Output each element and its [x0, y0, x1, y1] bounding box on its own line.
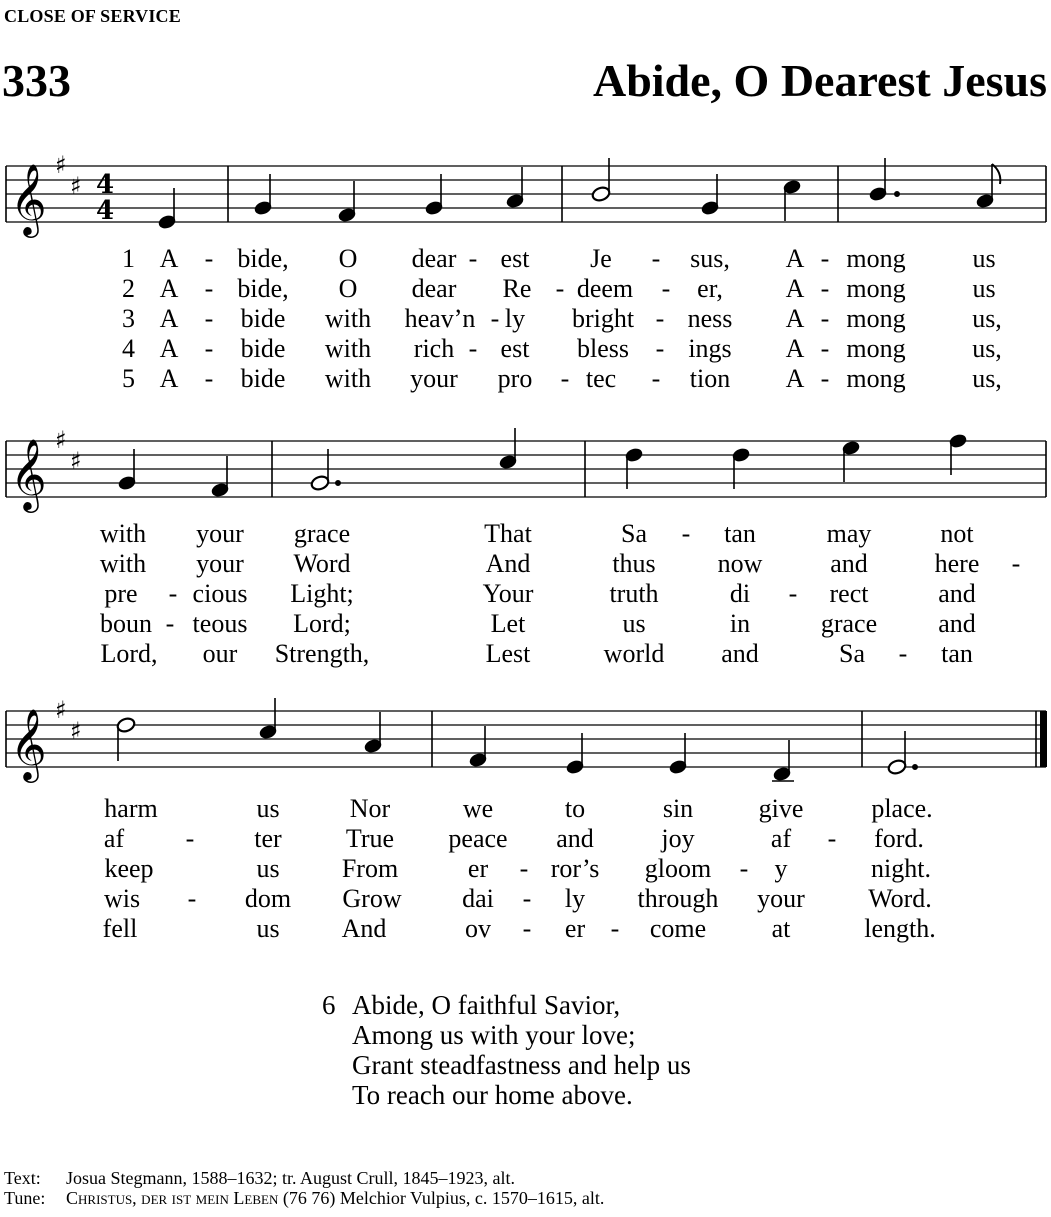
lyric-syllable: bide,: [237, 274, 289, 303]
lyric-syllable: us,: [972, 304, 1002, 333]
lyric-syllable: pro: [497, 364, 533, 393]
time-signature: 4: [96, 170, 115, 200]
verse-number: 4: [122, 334, 135, 363]
lyric-syllable: True: [345, 824, 395, 853]
lyric-syllable: tan: [724, 519, 756, 548]
lyric-syllable: us,: [972, 334, 1002, 363]
lyric-syllable: est: [500, 244, 530, 273]
lyric-syllable: -: [827, 824, 837, 853]
section-label: CLOSE OF SERVICE: [4, 6, 181, 26]
lyric-syllable: gloom: [644, 854, 712, 883]
lyric-syllable: sus,: [690, 244, 730, 273]
lyric-syllable: rect: [829, 579, 869, 608]
lyric-syllable: and: [938, 609, 976, 638]
lyric-syllable: From: [341, 854, 399, 883]
sharp-icon: ♯: [70, 172, 82, 200]
lyric-syllable: harm: [104, 794, 158, 823]
lyric-syllable: -: [820, 274, 830, 303]
lyric-syllable: -: [898, 639, 908, 668]
lyric-syllable: bless: [577, 334, 629, 363]
lyric-syllable: come: [649, 914, 707, 943]
sharp-icon: ♯: [55, 151, 67, 179]
lyric-syllable: heav’n: [404, 304, 476, 333]
lyric-syllable: wis: [103, 884, 141, 913]
lyric-syllable: -: [468, 334, 478, 363]
lyric-syllable: A: [159, 274, 179, 303]
lyric-syllable: tec: [585, 364, 617, 393]
lyric-syllable: -: [739, 854, 749, 883]
lyric-syllable: -: [820, 244, 830, 273]
lyric-syllable: your: [757, 884, 805, 913]
lyric-syllable: Sa: [621, 519, 647, 548]
hymn-number: 333: [2, 55, 71, 106]
time-signature: 4: [96, 196, 115, 226]
lyric-syllable: us: [256, 794, 280, 823]
treble-clef-icon: 𝄞: [10, 437, 47, 510]
lyric-syllable: your: [410, 364, 458, 393]
lyric-syllable: cious: [192, 579, 248, 608]
lyric-syllable: mong: [846, 274, 906, 303]
lyric-syllable: tan: [941, 639, 973, 668]
verse-number: 3: [122, 304, 135, 333]
lyric-syllable: -: [168, 579, 178, 608]
lyric-syllable: Word.: [868, 884, 932, 913]
lyric-syllable: dai: [462, 884, 494, 913]
stanza-line: Grant steadfastness and help us: [352, 1050, 691, 1080]
lyric-syllable: bide,: [237, 244, 289, 273]
lyric-syllable: -: [522, 914, 532, 943]
lyric-syllable: Je: [590, 244, 612, 273]
lyric-syllable: er: [564, 914, 586, 943]
lyric-syllable: -: [651, 364, 661, 393]
lyric-syllable: Sa: [839, 639, 865, 668]
lyric-syllable: And: [341, 914, 387, 943]
lyric-syllable: -: [661, 274, 671, 303]
stanza-6: [322, 990, 691, 1110]
lyric-syllable: That: [484, 519, 532, 548]
lyric-syllable: est: [500, 334, 530, 363]
lyric-syllable: ford.: [874, 824, 924, 853]
lyric-syllable: bide: [240, 334, 286, 363]
stanza-line: Abide, O faithful Savior,: [352, 990, 621, 1020]
lyric-syllable: bide: [240, 304, 286, 333]
lyric-syllable: -: [490, 304, 500, 333]
lyric-syllable: us: [622, 609, 646, 638]
lyric-syllable: us,: [972, 364, 1002, 393]
tune-credit-rest: (76 76) Melchior Vulpius, c. 1570–1615, alt.: [278, 1188, 605, 1208]
lyric-syllable: y: [774, 854, 788, 883]
tune-credit: [4, 1188, 604, 1208]
lyric-syllable: in: [729, 609, 751, 638]
lyric-syllable: thus: [612, 549, 656, 578]
lyric-syllable: mong: [846, 244, 906, 273]
lyric-syllable: tion: [689, 364, 731, 393]
sharp-icon: ♯: [55, 696, 67, 724]
text-credit: [4, 1168, 604, 1188]
hymn-title: Abide, O Dearest Jesus: [592, 55, 1047, 106]
lyric-syllable: us: [256, 854, 280, 883]
lyric-syllable: length.: [864, 914, 936, 943]
lyric-syllable: -: [468, 244, 478, 273]
lyric-syllable: -: [519, 854, 529, 883]
lyric-syllable: with: [324, 334, 372, 363]
lyric-syllable: night.: [871, 854, 931, 883]
lyric-syllable: may: [826, 519, 872, 548]
lyric-syllable: A: [159, 334, 179, 363]
lyric-syllable: -: [610, 914, 620, 943]
lyric-syllable: -: [522, 884, 532, 913]
lyric-syllable: A: [159, 304, 179, 333]
staff-system-3: [0, 685, 1051, 795]
lyric-syllable: -: [204, 244, 214, 273]
lyric-syllable: here: [934, 549, 980, 578]
lyric-syllable: -: [651, 244, 661, 273]
verse-number: 2: [122, 274, 135, 303]
lyric-syllable: af: [103, 824, 125, 853]
lyric-syllable: joy: [661, 824, 695, 853]
sharp-icon: ♯: [70, 717, 82, 745]
lyric-syllable: peace: [448, 824, 508, 853]
lyric-syllable: to: [564, 794, 586, 823]
lyric-syllable: A: [159, 364, 179, 393]
text-credit-label: Text:: [4, 1168, 41, 1188]
stanza-line: Among us with your love;: [352, 1020, 636, 1050]
lyric-syllable: -: [655, 334, 665, 363]
lyric-syllable: your: [196, 519, 244, 548]
lyric-syllable: at: [771, 914, 791, 943]
lyric-syllable: place.: [871, 794, 933, 823]
lyric-syllable: fell: [102, 914, 138, 943]
lyric-syllable: O: [338, 274, 358, 303]
lyric-syllable: -: [820, 304, 830, 333]
lyric-syllable: ter: [254, 824, 282, 853]
lyric-syllable: Lord;: [293, 609, 351, 638]
lyric-syllable: -: [655, 304, 665, 333]
lyric-syllable: Let: [490, 609, 526, 638]
lyric-syllable: pre: [104, 579, 138, 608]
lyric-syllable: dear: [411, 244, 457, 273]
lyric-syllable: -: [204, 334, 214, 363]
lyric-syllable: di: [729, 579, 751, 608]
lyric-syllable: O: [338, 244, 358, 273]
lyric-syllable: grace: [293, 519, 351, 548]
lyric-syllable: teous: [192, 609, 248, 638]
lyric-syllable: and: [938, 579, 976, 608]
lyric-syllable: us: [972, 274, 996, 303]
stanza-line: To reach our home above.: [352, 1080, 633, 1110]
lyric-syllable: with: [324, 304, 372, 333]
lyric-syllable: er,: [697, 274, 723, 303]
lyric-syllable: boun: [100, 609, 152, 638]
lyric-syllable: -: [820, 334, 830, 363]
lyric-syllable: A: [785, 304, 805, 333]
lyric-syllable: And: [485, 549, 531, 578]
lyric-syllable: -: [560, 364, 570, 393]
lyric-syllable: -: [187, 884, 197, 913]
lyric-syllable: dear: [411, 274, 457, 303]
lyric-syllable: dom: [244, 884, 292, 913]
lyric-syllable: truth: [609, 579, 659, 608]
lyric-syllable: Re: [502, 274, 532, 303]
lyric-syllable: -: [788, 579, 798, 608]
tune-name: Christus, der ist mein Leben: [66, 1188, 279, 1208]
lyric-syllable: -: [820, 364, 830, 393]
lyric-syllable: -: [204, 274, 214, 303]
lyric-syllable: Word: [293, 549, 351, 578]
lyric-syllable: -: [185, 824, 195, 853]
lyric-syllable: keep: [104, 854, 154, 883]
lyric-syllable: rich: [413, 334, 455, 363]
lyric-syllable: ness: [687, 304, 733, 333]
lyric-syllable: Grow: [342, 884, 402, 913]
lyric-syllable: A: [159, 244, 179, 273]
lyric-syllable: and: [721, 639, 759, 668]
lyric-syllable: -: [165, 609, 175, 638]
verse-number: 5: [122, 364, 135, 393]
lyric-syllable: -: [555, 274, 565, 303]
verse-number: 1: [122, 244, 135, 273]
lyric-syllable: not: [940, 519, 974, 548]
staff-system-2: [0, 415, 1051, 525]
treble-clef-icon: 𝄞: [10, 707, 47, 780]
lyric-syllable: your: [196, 549, 244, 578]
lyric-syllable: af: [770, 824, 792, 853]
lyric-syllable: mong: [846, 364, 906, 393]
lyric-syllable: our: [202, 639, 238, 668]
lyric-syllable: A: [785, 334, 805, 363]
lyric-syllable: give: [758, 794, 804, 823]
lyric-syllable: A: [785, 274, 805, 303]
lyric-syllable: world: [603, 639, 665, 668]
sharp-icon: ♯: [55, 426, 67, 454]
lyric-syllable: mong: [846, 334, 906, 363]
sharp-icon: ♯: [70, 447, 82, 475]
lyric-syllable: us: [972, 244, 996, 273]
tune-credit-label: Tune:: [4, 1188, 46, 1208]
credits: [4, 1168, 604, 1208]
lyric-syllable: ror’s: [550, 854, 600, 883]
lyric-syllable: with: [99, 519, 147, 548]
staff-system-1: [0, 140, 1051, 250]
lyric-syllable: with: [99, 549, 147, 578]
lyric-syllable: grace: [820, 609, 878, 638]
lyric-syllable: ly: [504, 304, 526, 333]
lyric-syllable: mong: [846, 304, 906, 333]
lyric-syllable: deem: [576, 274, 634, 303]
lyric-syllable: -: [681, 519, 691, 548]
lyric-syllable: ings: [688, 334, 732, 363]
lyric-syllable: sin: [662, 794, 694, 823]
lyric-syllable: bright: [571, 304, 635, 333]
lyric-syllable: Nor: [349, 794, 391, 823]
verse-number: 6: [322, 990, 336, 1020]
lyric-syllable: through: [637, 884, 719, 913]
lyric-syllable: -: [204, 364, 214, 393]
lyric-syllable: Your: [482, 579, 534, 608]
lyric-syllable: ly: [564, 884, 586, 913]
lyric-syllable: Light;: [290, 579, 354, 608]
lyric-syllable: A: [785, 244, 805, 273]
lyric-syllable: Lord,: [100, 639, 158, 668]
lyric-syllable: us: [256, 914, 280, 943]
lyric-syllable: Strength,: [274, 639, 370, 668]
lyric-syllable: er: [467, 854, 489, 883]
lyric-syllable: -: [204, 304, 214, 333]
lyric-syllable: with: [324, 364, 372, 393]
lyric-syllable: bide: [240, 364, 286, 393]
lyric-syllable: Lest: [485, 639, 531, 668]
treble-clef-icon: 𝄞: [10, 162, 47, 235]
lyric-syllable: we: [462, 794, 494, 823]
lyric-syllable: ov: [465, 914, 491, 943]
text-credit-value: Josua Stegmann, 1588–1632; tr. August Crull, 1845–1923, alt.: [66, 1168, 515, 1188]
lyric-syllable: -: [1011, 549, 1021, 578]
lyric-syllable: and: [830, 549, 868, 578]
lyric-syllable: A: [785, 364, 805, 393]
final-barline: [1040, 711, 1047, 767]
lyric-syllable: and: [556, 824, 594, 853]
lyric-syllable: now: [717, 549, 763, 578]
